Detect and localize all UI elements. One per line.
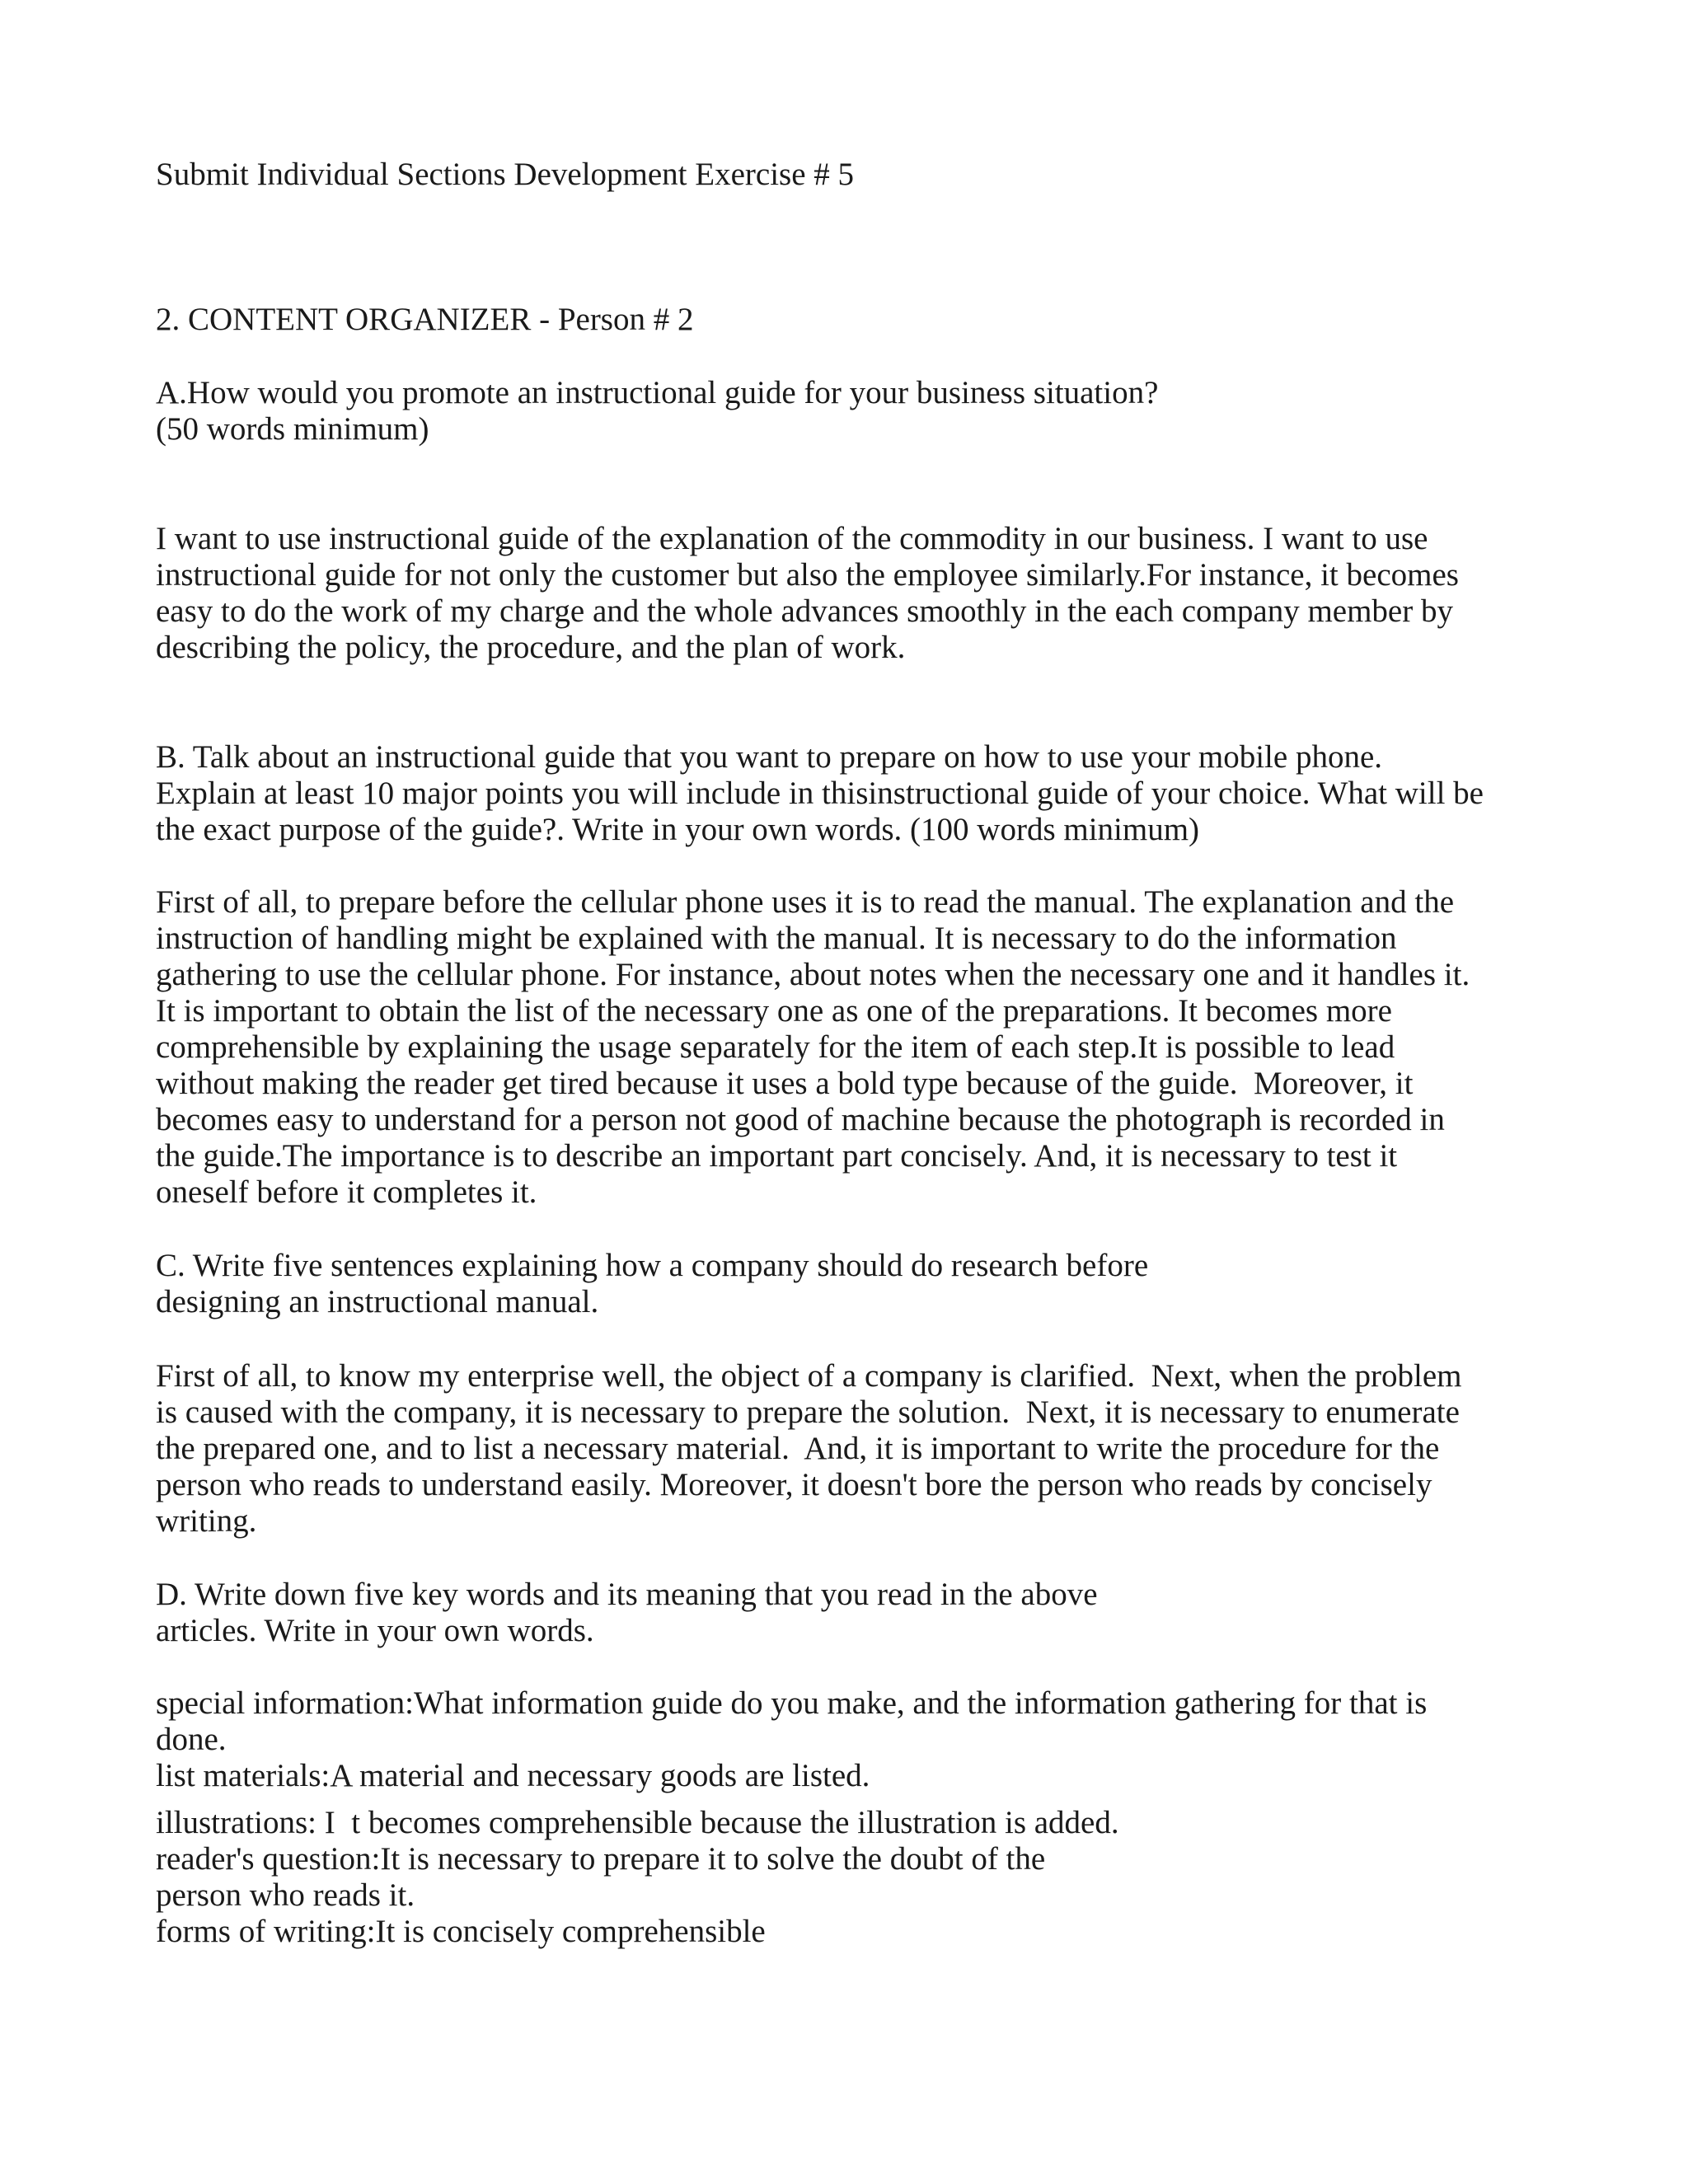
- section-title: 2. CONTENT ORGANIZER - Person # 2: [156, 302, 694, 337]
- question-c-line: designing an instructional manual.: [156, 1284, 599, 1319]
- answer-d-line: reader's question:It is necessary to prepare it to solve the doubt of the: [156, 1841, 1046, 1877]
- answer-b-line: First of all, to prepare before the cellular phone uses it is to read the manual. The explanation and the: [156, 884, 1455, 920]
- answer-b-line: without making the reader get tired because it uses a bold type because of the guide. Moreover, it: [156, 1066, 1414, 1101]
- answer-d-line: illustrations: I t becomes comprehensible because the illustration is added.: [156, 1805, 1119, 1840]
- question-a-line: A.How would you promote an instructional guide for your business situation?: [156, 375, 1159, 410]
- question-d-line: articles. Write in your own words.: [156, 1613, 594, 1648]
- answer-c-line: writing.: [156, 1503, 257, 1539]
- answer-d-line: person who reads it.: [156, 1877, 415, 1913]
- answer-d-line: list materials:A material and necessary goods are listed.: [156, 1758, 870, 1793]
- answer-b-line: becomes easy to understand for a person not good of machine because the photograph is recorded in: [156, 1102, 1445, 1137]
- question-c-line: C. Write five sentences explaining how a company should do research before: [156, 1248, 1149, 1283]
- answer-b-line: the guide.The importance is to describe an important part concisely. And, it is necessary to test it: [156, 1138, 1398, 1174]
- question-a-line: (50 words minimum): [156, 411, 429, 447]
- answer-b-line: oneself before it completes it.: [156, 1174, 537, 1210]
- question-b-line: the exact purpose of the guide?. Write in your own words. (100 words minimum): [156, 812, 1200, 847]
- question-b-line: B. Talk about an instructional guide that you want to prepare on how to use your mobile phone.: [156, 739, 1382, 775]
- answer-a-line: describing the policy, the procedure, and the plan of work.: [156, 630, 906, 665]
- answer-a-line: instructional guide for not only the customer but also the employee similarly.For instance, it becomes: [156, 557, 1459, 593]
- answer-a-line: I want to use instructional guide of the explanation of the commodity in our business. I want to use: [156, 521, 1428, 556]
- answer-c-line: person who reads to understand easily. Moreover, it doesn't bore the person who reads by concisely: [156, 1467, 1432, 1502]
- question-d-line: D. Write down five key words and its meaning that you read in the above: [156, 1577, 1098, 1612]
- question-b-line: Explain at least 10 major points you will include in thisinstructional guide of your choice. What will be: [156, 776, 1484, 811]
- answer-b-line: instruction of handling might be explained with the manual. It is necessary to do the information: [156, 921, 1397, 956]
- document-header: Submit Individual Sections Development Exercise # 5: [156, 157, 855, 192]
- answer-b-line: It is important to obtain the list of the necessary one as one of the preparations. It becomes more: [156, 993, 1392, 1029]
- answer-b-line: gathering to use the cellular phone. For instance, about notes when the necessary one and it handles it.: [156, 957, 1470, 992]
- answer-a-line: easy to do the work of my charge and the whole advances smoothly in the each company member by: [156, 593, 1453, 629]
- answer-c-line: is caused with the company, it is necessary to prepare the solution. Next, it is necessary to enumerate: [156, 1394, 1460, 1430]
- answer-d-line: forms of writing:It is concisely comprehensible: [156, 1914, 766, 1949]
- answer-c-line: First of all, to know my enterprise well, the object of a company is clarified. Next, when the problem: [156, 1358, 1462, 1394]
- answer-b-line: comprehensible by explaining the usage separately for the item of each step.It is possible to lead: [156, 1029, 1395, 1065]
- answer-c-line: the prepared one, and to list a necessary material. And, it is important to write the procedure for the: [156, 1431, 1440, 1466]
- answer-d-line: done.: [156, 1722, 227, 1757]
- answer-d-line: special information:What information guide do you make, and the information gathering for that is: [156, 1685, 1428, 1721]
